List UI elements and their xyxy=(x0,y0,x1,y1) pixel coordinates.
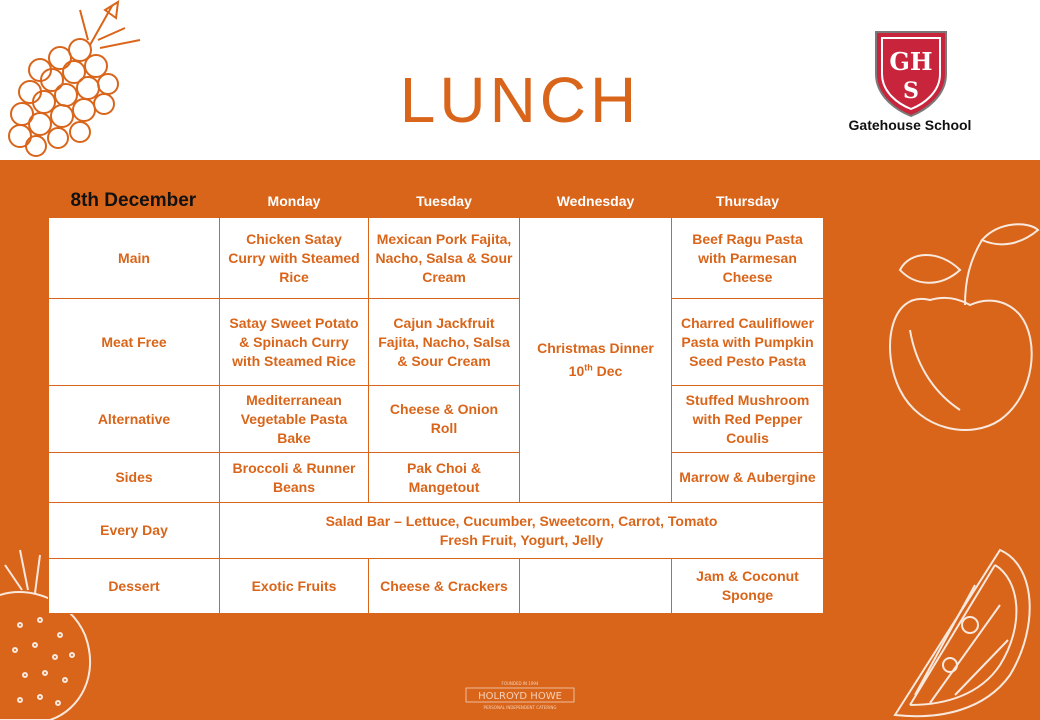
orange-slice-illustration xyxy=(890,545,1040,720)
cell-sides-monday: Broccoli & Runner Beans xyxy=(220,453,369,503)
footer-tagline-bottom: PERSONAL INDEPENDENT CATERING xyxy=(483,705,557,710)
cell-meat-free-monday: Satay Sweet Potato & Spinach Curry with Steamed Rice xyxy=(220,299,369,386)
row-label-every-day: Every Day xyxy=(49,503,220,559)
footer-tagline-top: FOUNDED IN 1994 xyxy=(501,681,539,686)
day-header-tuesday: Tuesday xyxy=(416,192,472,209)
cell-alternative-thursday: Stuffed Mushroom with Red Pepper Coulis xyxy=(672,386,824,453)
cell-dessert-tuesday: Cheese & Crackers xyxy=(369,559,520,614)
raspberry-illustration xyxy=(0,0,160,160)
table-row xyxy=(49,218,824,299)
row-label-dessert: Dessert xyxy=(49,559,220,614)
cell-every-day xyxy=(220,503,824,559)
cell-sides-thursday: Marrow & Aubergine xyxy=(672,453,824,503)
week-label: 8th December xyxy=(70,189,197,211)
table-row xyxy=(49,503,824,559)
cell-main-tuesday: Mexican Pork Fajita, Nacho, Salsa & Sour Cream xyxy=(369,218,520,299)
row-label-sides: Sides xyxy=(49,453,220,503)
crest-letters: GH xyxy=(889,47,933,76)
cell-dessert-thursday: Jam & Coconut Sponge xyxy=(672,559,824,614)
cell-dessert-monday: Exotic Fruits xyxy=(220,559,369,614)
cell-main-thursday: Beef Ragu Pasta with Parmesan Cheese xyxy=(672,218,824,299)
table-row xyxy=(49,559,824,614)
every-day-line-2: Fresh Fruit, Yogurt, Jelly xyxy=(439,531,604,548)
cell-alternative-tuesday: Cheese & Onion Roll xyxy=(369,386,520,453)
table-row xyxy=(49,299,824,386)
table-row xyxy=(49,453,824,503)
page-title: LUNCH xyxy=(399,64,641,136)
cell-wednesday-christmas-dinner xyxy=(520,218,672,503)
day-header-wednesday: Wednesday xyxy=(556,192,635,209)
row-label-main: Main xyxy=(49,218,220,299)
table-row xyxy=(49,386,824,453)
cell-meat-free-thursday: Charred Cauliflower Pasta with Pumpkin Seed Pesto Pasta xyxy=(672,299,824,386)
christmas-dinner-date: 10th Dec xyxy=(568,362,623,379)
row-label-meat-free: Meat Free xyxy=(49,299,220,386)
school-name: Gatehouse School xyxy=(848,117,972,133)
day-header-thursday: Thursday xyxy=(715,192,779,209)
christmas-dinner-text: Christmas Dinner xyxy=(537,340,654,357)
svg-text:S: S xyxy=(903,78,919,104)
every-day-line-1: Salad Bar – Lettuce, Cucumber, Sweetcorn, Carrot, Tomato xyxy=(325,512,718,529)
menu-header-row xyxy=(49,184,824,218)
holroyd-howe-logo xyxy=(462,678,578,712)
cell-meat-free-tuesday: Cajun Jackfruit Fajita, Nacho, Salsa & Sour Cream xyxy=(369,299,520,386)
row-label-alternative: Alternative xyxy=(49,386,220,453)
day-header-monday: Monday xyxy=(267,192,321,209)
cell-sides-tuesday: Pak Choi & Mangetout xyxy=(369,453,520,503)
lunch-menu-table xyxy=(48,184,824,614)
footer-brand: HOLROYD HOWE xyxy=(478,691,562,702)
cell-dessert-wednesday xyxy=(520,559,672,614)
cell-main-monday: Chicken Satay Curry with Steamed Rice xyxy=(220,218,369,299)
apple-illustration xyxy=(870,210,1040,470)
cell-alternative-monday: Mediterranean Vegetable Pasta Bake xyxy=(220,386,369,453)
school-crest-logo xyxy=(874,30,948,118)
